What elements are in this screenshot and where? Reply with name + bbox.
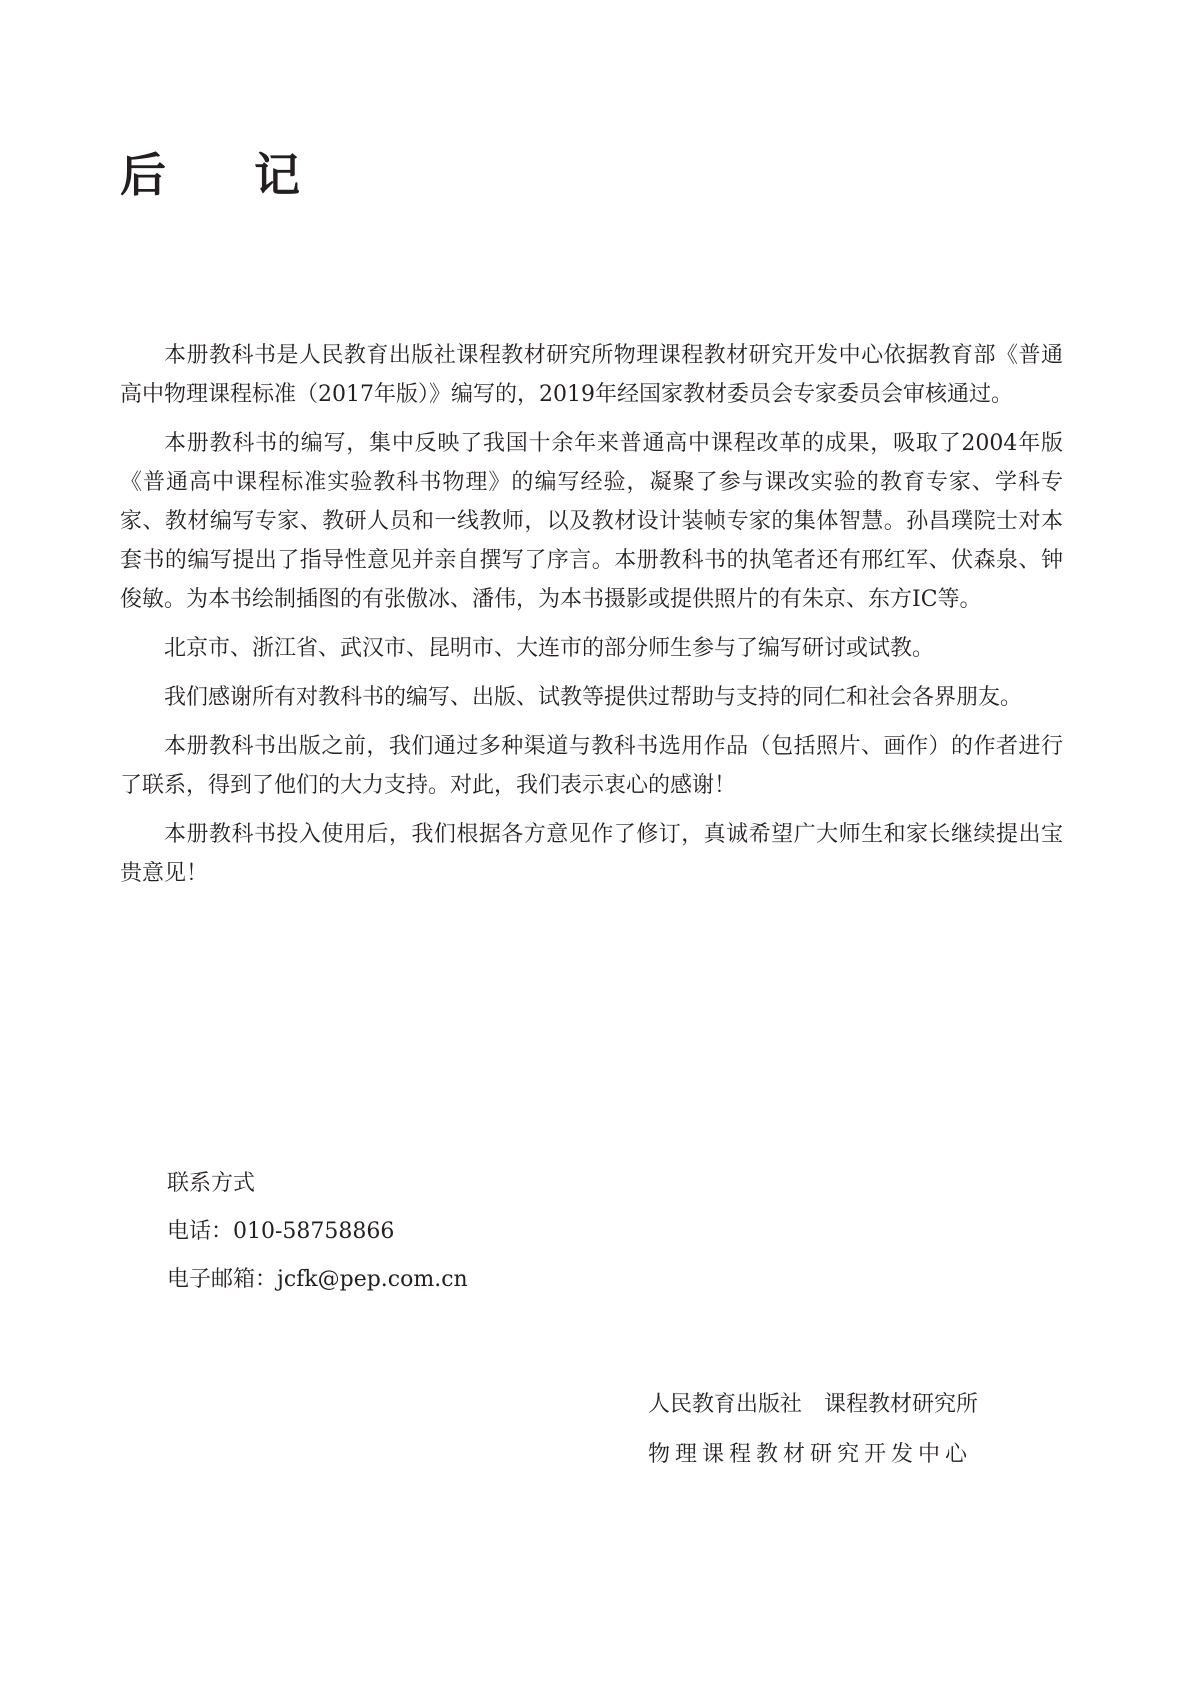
- publisher-signature: [648, 1380, 978, 1480]
- contact-email: 电子邮箱：jcfk@pep.com.cn: [167, 1267, 468, 1292]
- page-title: 后 记: [120, 147, 337, 202]
- paragraph-thanks: 我们感谢所有对教科书的编写、出版、试教等提供过帮助与支持的同仁和社会各界朋友。: [164, 685, 1023, 710]
- paragraph-compilation-basis: 本册教科书是人民教育出版社课程教材研究所物理课程教材研究开发中心依据教育部《普通高中物理课程标准（2017年版）》编写的，2019年经国家教材委员会专家委员会审核通过。: [120, 343, 1063, 407]
- contact-phone: 电话：010-58758866: [167, 1219, 395, 1244]
- paragraph-feedback-request: 本册教科书投入使用后，我们根据各方意见作了修订，真诚希望广大师生和家长继续提出宝贵意见！: [120, 822, 1063, 886]
- contact-info: [167, 1160, 468, 1304]
- paragraph-trial-schools: 北京市、浙江省、武汉市、昆明市、大连市的部分师生参与了编写研讨或试教。: [164, 636, 935, 661]
- paragraph-contributors: 本册教科书的编写，集中反映了我国十余年来普通高中课程改革的成果，吸取了2004年版《普通高中课程标准实验教科书物理》的编写经验，凝聚了参与课改实验的教育专家、学科专家、教材编写专家、教研人员和一线教师，以及教材设计装帧专家的集体智慧。孙昌璞院士对本套书的编写提出了指导性意见并亲自撰写了序言。本册教科书的执笔者还有邢红军、伏森泉、钟俊敏。为本书绘制插图的有张傲冰、潘伟，为本书摄影或提供照片的有朱京、东方IC等。: [120, 431, 1063, 612]
- signature-line-publisher: 人民教育出版社 课程教材研究所: [648, 1392, 979, 1417]
- afterword-body: [120, 336, 1063, 903]
- contact-heading: 联系方式: [167, 1171, 256, 1196]
- signature-line-center: 物理课程教材研究开发中心: [648, 1442, 973, 1467]
- paragraph-copyright-thanks: 本册教科书出版之前，我们通过多种渠道与教科书选用作品（包括照片、画作）的作者进行了联系，得到了他们的大力支持。对此，我们表示衷心的感谢！: [120, 734, 1063, 798]
